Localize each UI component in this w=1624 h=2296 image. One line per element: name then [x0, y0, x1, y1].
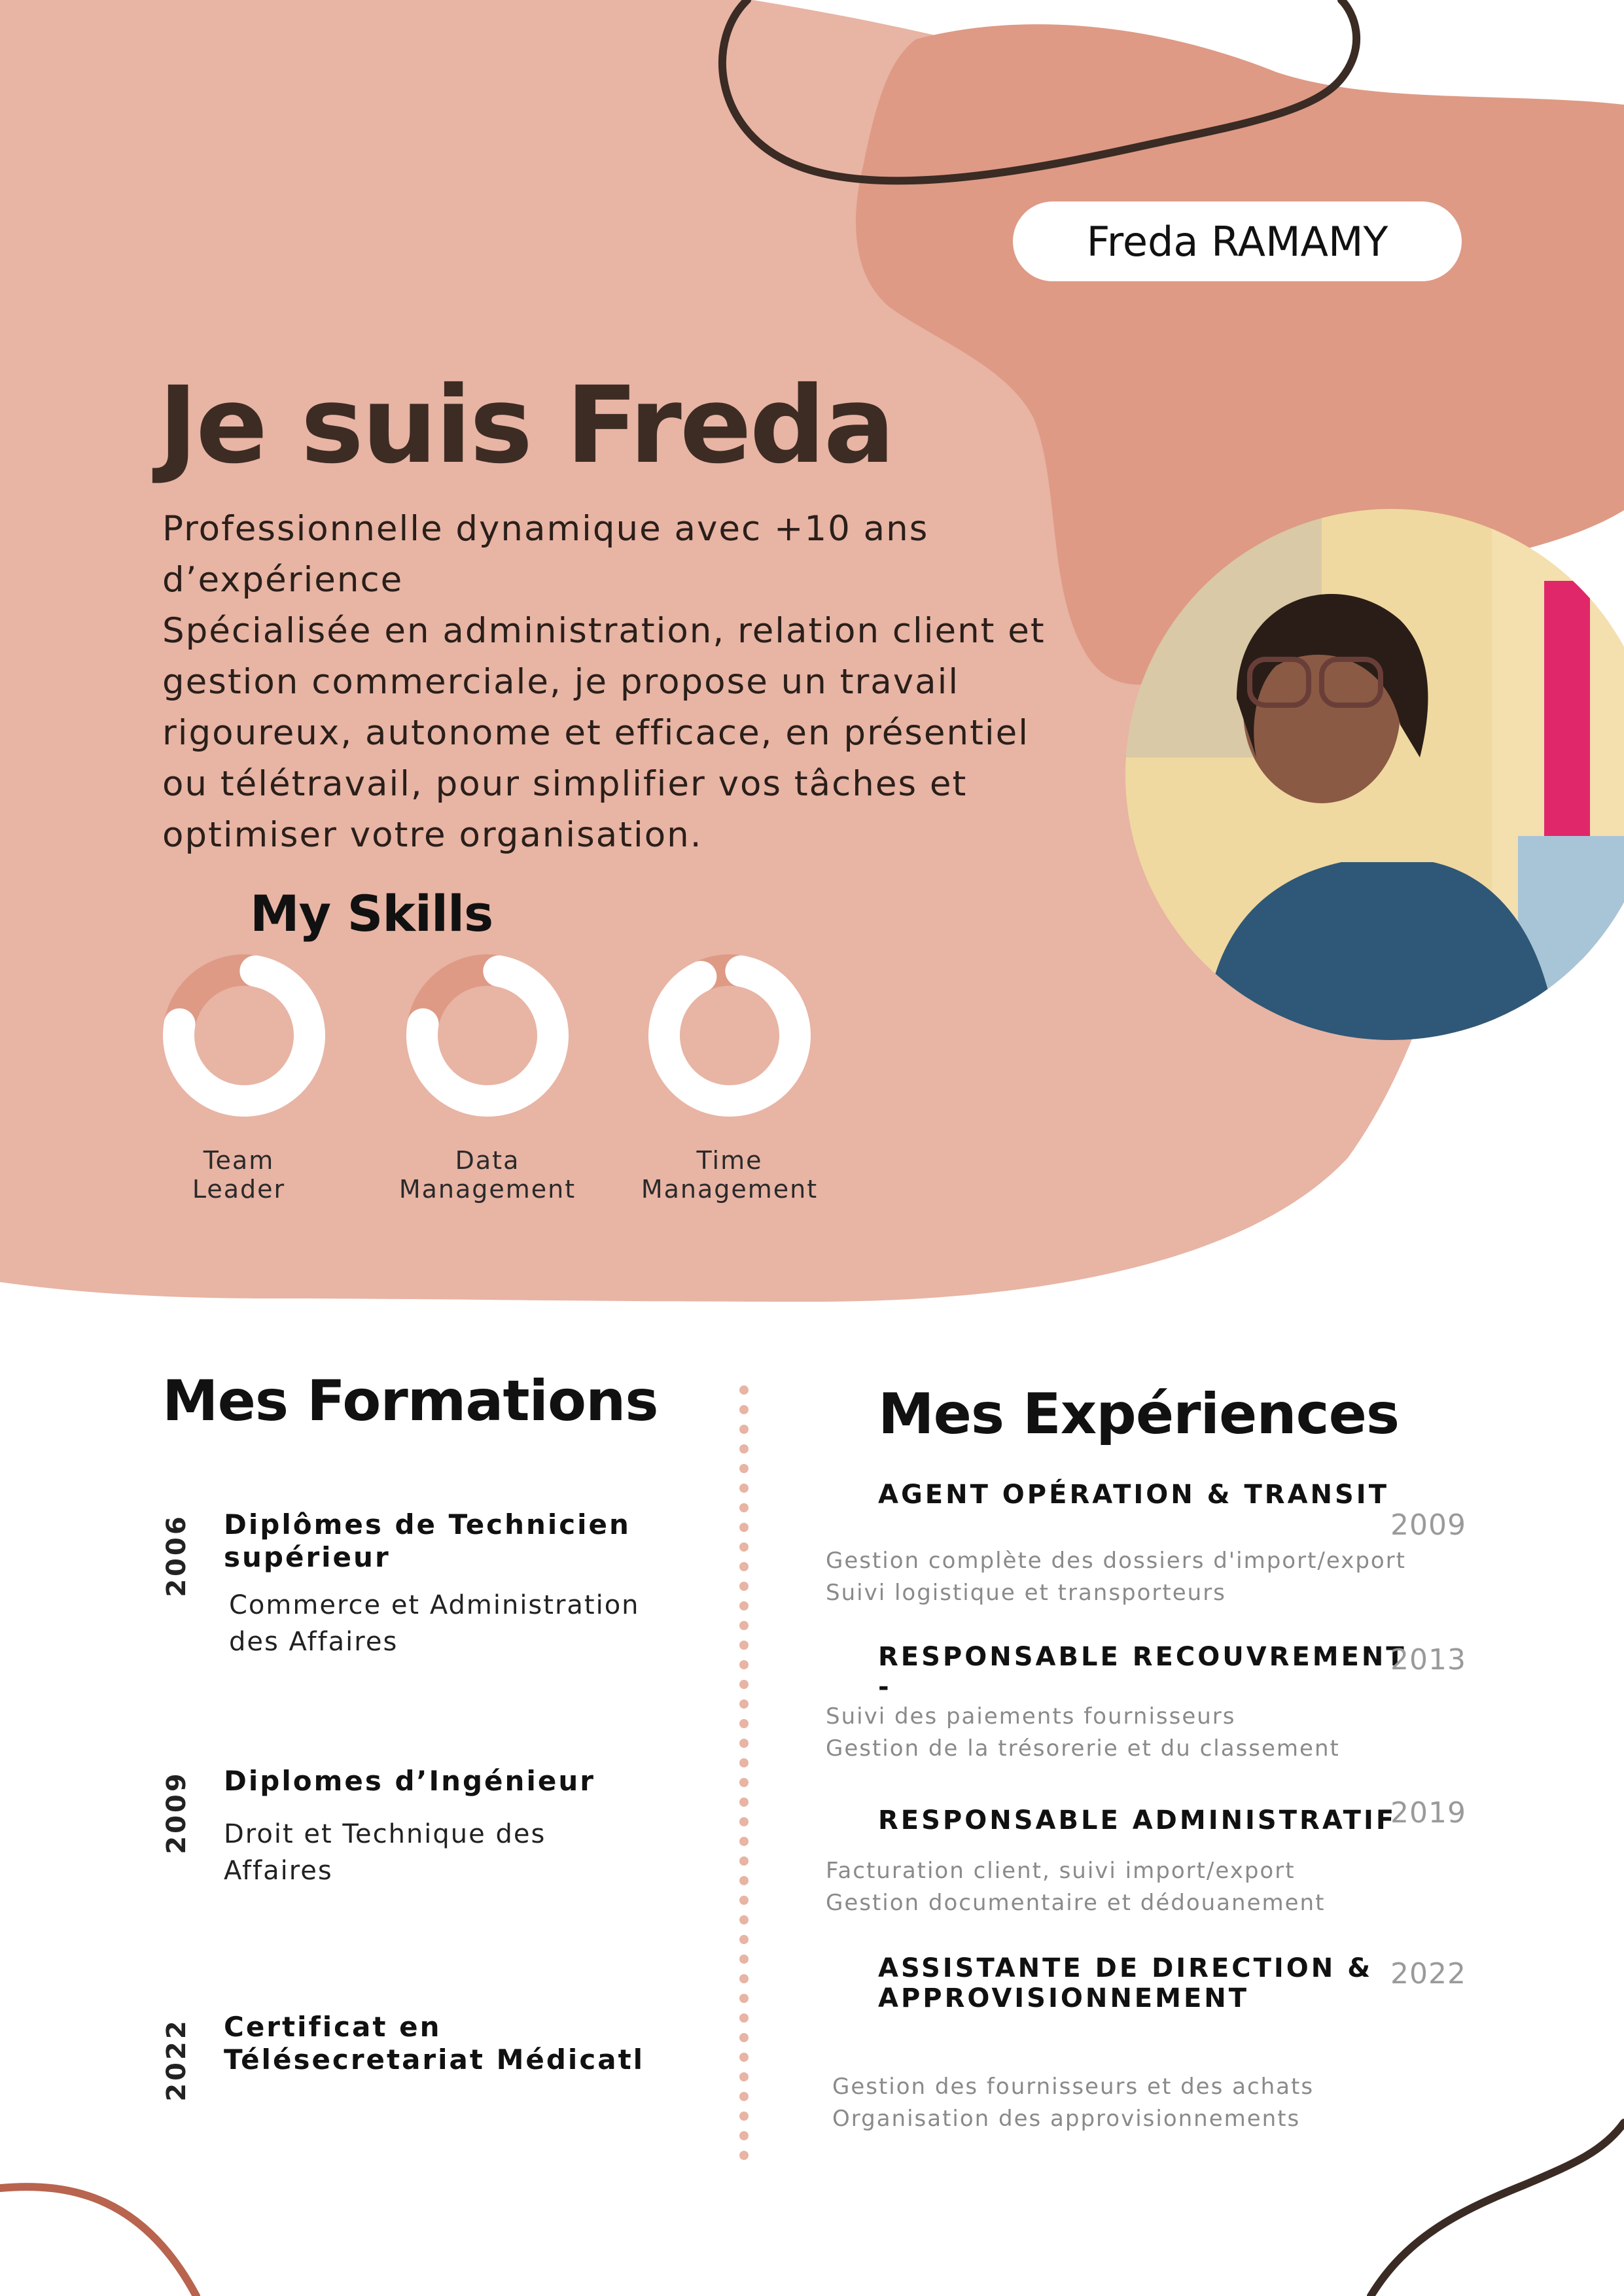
name-badge	[1013, 201, 1462, 281]
divider-dot	[739, 1425, 749, 1434]
divider-dot	[739, 2112, 749, 2121]
divider-dot	[739, 2072, 749, 2081]
skill-label-team-leader: Team Leader	[192, 1146, 286, 1204]
intro-line-specialty: Spécialisée en administration, relation client et gestion commerciale, je propose un travail rigoureux, autonome et efficace, en présentiel ou télétravail, pour simplifier vos tâches et optimiser votre organisation.	[162, 611, 1046, 855]
education-field: Commerce et Administration des Affaires	[229, 1590, 640, 1657]
divider-dot	[739, 1935, 749, 1944]
skill-ring-team-leader	[162, 954, 326, 1117]
divider-dot	[739, 1680, 749, 1689]
skill-ring-data-management	[406, 954, 569, 1117]
experience-year: 2009	[1390, 1508, 1466, 1542]
experience-year: 2022	[1390, 1957, 1466, 1991]
divider-dot	[739, 2151, 749, 2160]
experience-description: Suivi des paiements fournisseurs Gestion de la trésorerie et du classement	[826, 1703, 1340, 1762]
divider-dot	[739, 1621, 749, 1630]
divider-dot	[739, 1955, 749, 1964]
divider-dot	[739, 1837, 749, 1846]
experience-job-title: ASSISTANTE DE DIRECTION & APPROVISIONNEMENT	[878, 1953, 1373, 2013]
experience-description: Gestion complète des dossiers d'import/export Suivi logistique et transporteurs	[826, 1548, 1407, 1606]
divider-dot	[739, 2092, 749, 2101]
divider-dot	[739, 1405, 749, 1414]
experience-year: 2019	[1390, 1796, 1466, 1830]
experience-title: Mes Expériences	[878, 1382, 1400, 1447]
divider-dot	[739, 1444, 749, 1453]
page-title: Je suis Freda	[158, 364, 894, 487]
divider-dot	[739, 1699, 749, 1709]
skills-title: My Skills	[250, 884, 493, 943]
divider-dot	[739, 2033, 749, 2042]
divider-dot	[739, 1896, 749, 1905]
experience-year: 2013	[1390, 1643, 1466, 1677]
divider-dot	[739, 1719, 749, 1728]
divider-dot	[739, 1503, 749, 1512]
skill-label-time-management: Time Management	[641, 1146, 819, 1204]
education-year-2009: 2009	[162, 1771, 192, 1854]
education-field: Droit et Technique des Affaires	[224, 1819, 546, 1886]
education-degree: Certificat en Télésecretariat Médicatl	[224, 2011, 645, 2076]
intro-text	[162, 504, 1065, 861]
experience-job-title: RESPONSABLE ADMINISTRATIF	[878, 1805, 1397, 1835]
decorative-curve-bottom-right	[1371, 2123, 1624, 2296]
intro-line-experience: Professionnelle dynamique avec +10 ans d’expérience	[162, 509, 929, 600]
experience-job-title: RESPONSABLE RECOUVREMENT -	[878, 1642, 1407, 1702]
education-degree: Diplômes de Technicien supérieur	[224, 1508, 631, 1573]
divider-dot	[739, 1758, 749, 1767]
divider-dot	[739, 1582, 749, 1591]
education-year-2022: 2022	[162, 2018, 192, 2102]
section-divider	[737, 1383, 750, 2175]
divider-dot	[739, 1562, 749, 1571]
divider-dot	[739, 1876, 749, 1885]
divider-dot	[739, 2053, 749, 2062]
education-year-2006: 2006	[162, 1514, 192, 1597]
divider-dot	[739, 1798, 749, 1807]
experience-description: Facturation client, suivi import/export Gestion documentaire et dédouanement	[826, 1858, 1326, 1916]
experience-description: Gestion des fournisseurs et des achats Organisation des approvisionnements	[832, 2074, 1315, 2132]
education-title: Mes Formations	[162, 1368, 658, 1434]
divider-dot	[739, 1542, 749, 1552]
divider-dot	[739, 1484, 749, 1493]
divider-dot	[739, 1385, 749, 1395]
skill-label-data-management: Data Management	[398, 1146, 576, 1204]
divider-dot	[739, 2013, 749, 2023]
skill-ring-time-management	[648, 954, 811, 1117]
decorative-curve-bottom-left	[0, 2187, 196, 2296]
divider-dot	[739, 1915, 749, 1924]
divider-dot	[739, 1660, 749, 1669]
divider-dot	[739, 1739, 749, 1748]
experience-job-title: AGENT OPÉRATION & TRANSIT	[878, 1480, 1389, 1510]
divider-dot	[739, 1817, 749, 1826]
divider-dot	[739, 1994, 749, 2003]
divider-dot	[739, 1974, 749, 1983]
education-degree: Diplomes d’Ingénieur	[224, 1765, 595, 1797]
divider-dot	[739, 1601, 749, 1610]
divider-dot	[739, 1523, 749, 1532]
divider-dot	[739, 1778, 749, 1787]
divider-dot	[739, 1856, 749, 1866]
divider-dot	[739, 2131, 749, 2140]
divider-dot	[739, 1464, 749, 1473]
divider-dot	[739, 1641, 749, 1650]
name-text: Freda RAMAMY	[1086, 217, 1388, 266]
